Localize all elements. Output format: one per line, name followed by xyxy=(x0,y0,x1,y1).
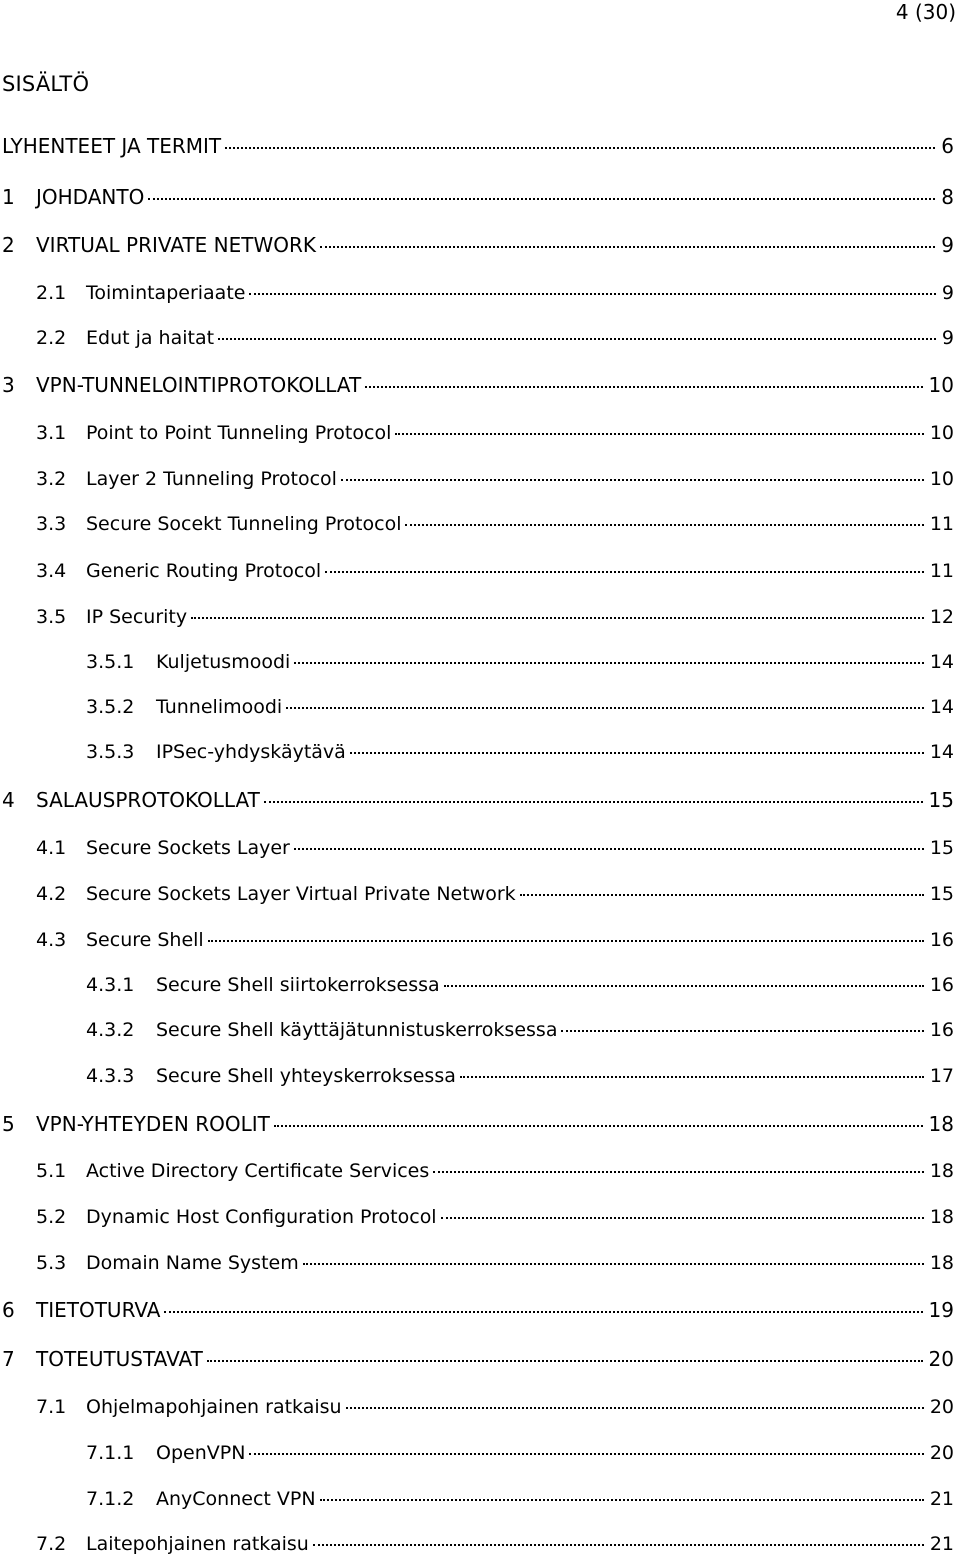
toc-entry-page: 21 xyxy=(929,1533,954,1555)
toc-entry-page: 20 xyxy=(929,1396,954,1418)
toc-entry[interactable] xyxy=(86,1441,954,1465)
toc-entry-number: 7.1 xyxy=(36,1396,67,1418)
toc-entry-page: 15 xyxy=(929,837,954,859)
toc-entry-page: 10 xyxy=(928,373,954,397)
toc-entry[interactable] xyxy=(2,233,954,257)
dot-leader xyxy=(286,707,924,709)
toc-entry[interactable] xyxy=(36,281,954,305)
toc-entry-number: 6 xyxy=(2,1298,15,1322)
toc-entry-number: 5.2 xyxy=(36,1206,67,1228)
toc-entry-number: 5 xyxy=(2,1112,15,1136)
toc-entry-title: Point to Point Tunneling Protocol xyxy=(86,422,392,444)
toc-entry-number: 3.5 xyxy=(36,606,67,628)
dot-leader xyxy=(218,338,936,340)
toc-entry-title: Layer 2 Tunneling Protocol xyxy=(86,468,337,490)
toc-entry-number: 4.3.1 xyxy=(86,974,135,996)
dot-leader xyxy=(405,524,923,526)
toc-entry-number: 4.3.2 xyxy=(86,1019,135,1041)
toc-entry-page: 19 xyxy=(928,1298,954,1322)
toc-entry-title: IPSec-yhdyskäytävä xyxy=(156,741,346,763)
toc-entry-number: 7.1.2 xyxy=(86,1488,135,1510)
toc-entry-number: 3.2 xyxy=(36,468,67,490)
dot-leader xyxy=(249,1453,923,1455)
toc-entry[interactable] xyxy=(36,326,954,350)
toc-entry-page: 18 xyxy=(929,1252,954,1274)
dot-leader xyxy=(164,1311,922,1313)
dot-leader xyxy=(208,940,924,942)
toc-entry-page: 11 xyxy=(929,513,954,535)
toc-entry-page: 12 xyxy=(929,606,954,628)
toc-entry-number: 3.3 xyxy=(36,513,67,535)
toc-entry[interactable] xyxy=(36,467,954,491)
toc-entry-page: 14 xyxy=(929,651,954,673)
toc-entry-page: 8 xyxy=(941,185,954,209)
dot-leader xyxy=(207,1360,923,1362)
toc-entry-title: Secure Shell siirtokerroksessa xyxy=(156,974,440,996)
dot-leader xyxy=(341,479,924,481)
dot-leader xyxy=(274,1125,923,1127)
toc-entry-number: 4.3 xyxy=(36,929,67,951)
toc-entry-page: 16 xyxy=(929,974,954,996)
toc-entry-number: 3.5.1 xyxy=(86,651,135,673)
toc-entry-page: 9 xyxy=(941,327,954,349)
dot-leader xyxy=(148,198,935,200)
dot-leader xyxy=(320,246,935,248)
toc-entry-title: Ohjelmapohjainen ratkaisu xyxy=(86,1396,342,1418)
toc-entry-number: 3.5.3 xyxy=(86,741,135,763)
toc-entry-page: 10 xyxy=(929,422,954,444)
toc-heading: SISÄLTÖ xyxy=(2,72,90,96)
toc-entry-page: 17 xyxy=(929,1065,954,1087)
toc-entry-number: 7.2 xyxy=(36,1533,67,1555)
toc-entry-page: 14 xyxy=(929,696,954,718)
toc-entry[interactable] xyxy=(2,1112,954,1136)
dot-leader xyxy=(441,1217,924,1219)
toc-entry-number: 4.2 xyxy=(36,883,67,905)
toc-entry-page: 20 xyxy=(928,1347,954,1371)
toc-entry-number: 3.5.2 xyxy=(86,696,135,718)
toc-entry[interactable] xyxy=(36,1159,954,1183)
dot-leader xyxy=(561,1030,923,1032)
toc-entry-title: Active Directory Certificate Services xyxy=(86,1160,430,1182)
toc-entry-number: 5.3 xyxy=(36,1252,67,1274)
dot-leader xyxy=(264,801,923,803)
toc-entry-title: Secure Shell xyxy=(86,929,204,951)
dot-leader xyxy=(294,662,924,664)
toc-entry-title: Toimintaperiaate xyxy=(86,282,246,304)
toc-entry[interactable] xyxy=(36,836,954,860)
toc-entry-title: Edut ja haitat xyxy=(86,327,215,349)
dot-leader xyxy=(520,894,924,896)
dot-leader xyxy=(433,1171,924,1173)
toc-entry-title: AnyConnect VPN xyxy=(156,1488,316,1510)
toc-entry-number: 7 xyxy=(2,1347,15,1371)
toc-entry-page: 20 xyxy=(929,1442,954,1464)
toc-entry-title: TIETOTURVA xyxy=(36,1298,161,1322)
toc-entry-title: Domain Name System xyxy=(86,1252,299,1274)
toc-entry-title: Tunnelimoodi xyxy=(156,696,283,718)
toc-entry-page: 15 xyxy=(928,788,954,812)
toc-entry-title: SALAUSPROTOKOLLAT xyxy=(36,788,260,812)
toc-entry-title: Dynamic Host Configuration Protocol xyxy=(86,1206,437,1228)
toc-entry-number: 4.1 xyxy=(36,837,67,859)
toc-entry[interactable] xyxy=(2,788,954,812)
toc-entry-title: IP Security xyxy=(86,606,188,628)
toc-entry-title: Secure Socekt Tunneling Protocol xyxy=(86,513,402,535)
toc-entry-title: JOHDANTO xyxy=(36,185,145,209)
toc-entry-title: Secure Shell yhteyskerroksessa xyxy=(156,1065,456,1087)
toc-entry[interactable] xyxy=(36,1205,954,1229)
toc-entry-title: Generic Routing Protocol xyxy=(86,560,322,582)
toc-entry[interactable] xyxy=(86,695,954,719)
dot-leader xyxy=(303,1263,924,1265)
toc-entry[interactable] xyxy=(86,1018,954,1042)
dot-leader xyxy=(395,433,923,435)
toc-entry[interactable] xyxy=(36,605,954,629)
toc-entry-page: 16 xyxy=(929,929,954,951)
dot-leader xyxy=(365,386,922,388)
toc-entry-title: TOTEUTUSTAVAT xyxy=(36,1347,203,1371)
toc-entry-number: 5.1 xyxy=(36,1160,67,1182)
toc-entry[interactable] xyxy=(36,1532,954,1556)
toc-entry-title: Laitepohjainen ratkaisu xyxy=(86,1533,309,1555)
toc-entry-title: VPN-YHTEYDEN ROOLIT xyxy=(36,1112,270,1136)
toc-entry-page: 9 xyxy=(941,233,954,257)
toc-entry-title: VIRTUAL PRIVATE NETWORK xyxy=(36,233,316,257)
toc-entry[interactable] xyxy=(2,134,954,158)
toc-entry-page: 18 xyxy=(929,1160,954,1182)
toc-entry-title: Secure Shell käyttäjätunnistuskerroksessa xyxy=(156,1019,558,1041)
toc-entry[interactable] xyxy=(2,1347,954,1371)
toc-entry-number: 3.4 xyxy=(36,560,67,582)
toc-entry[interactable] xyxy=(36,1251,954,1275)
toc-entry-page: 6 xyxy=(941,134,954,158)
dot-leader xyxy=(350,752,924,754)
toc-entry-page: 11 xyxy=(929,560,954,582)
toc-entry-title: LYHENTEET JA TERMIT xyxy=(2,134,222,158)
toc-entry[interactable] xyxy=(2,185,954,209)
dot-leader xyxy=(460,1076,924,1078)
toc-entry[interactable] xyxy=(36,928,954,952)
dot-leader xyxy=(191,617,924,619)
toc-entry[interactable] xyxy=(36,512,954,536)
dot-leader xyxy=(325,571,924,573)
toc-entry[interactable] xyxy=(36,882,954,906)
toc-entry[interactable] xyxy=(86,1064,954,1088)
toc-entry-page: 21 xyxy=(929,1488,954,1510)
toc-entry[interactable] xyxy=(86,650,954,674)
toc-entry-page: 16 xyxy=(929,1019,954,1041)
toc-entry[interactable] xyxy=(2,373,954,397)
toc-entry[interactable] xyxy=(86,973,954,997)
dot-leader xyxy=(313,1544,924,1546)
dot-leader xyxy=(320,1499,924,1501)
toc-entry-page: 18 xyxy=(929,1206,954,1228)
toc-entry[interactable] xyxy=(36,1395,954,1419)
dot-leader xyxy=(444,985,924,987)
toc-entry[interactable] xyxy=(2,1298,954,1322)
toc-entry-title: VPN-TUNNELOINTIPROTOKOLLAT xyxy=(36,373,362,397)
toc-entry[interactable] xyxy=(86,1487,954,1511)
toc-entry-title: Secure Sockets Layer xyxy=(86,837,290,859)
toc-entry-title: Secure Sockets Layer Virtual Private Network xyxy=(86,883,516,905)
toc-entry[interactable] xyxy=(36,421,954,445)
toc-entry-number: 4.3.3 xyxy=(86,1065,135,1087)
dot-leader xyxy=(249,293,935,295)
toc-entry-number: 4 xyxy=(2,788,15,812)
toc-entry[interactable] xyxy=(86,740,954,764)
toc-entry-page: 18 xyxy=(928,1112,954,1136)
dot-leader xyxy=(294,848,924,850)
toc-entry-number: 2.1 xyxy=(36,282,67,304)
toc-entry-number: 2 xyxy=(2,233,15,257)
toc-entry-page: 10 xyxy=(929,468,954,490)
toc-entry-number: 1 xyxy=(2,185,15,209)
toc-entry-title: Kuljetusmoodi xyxy=(156,651,291,673)
toc-entry-number: 7.1.1 xyxy=(86,1442,135,1464)
toc-entry-number: 3.1 xyxy=(36,422,67,444)
dot-leader xyxy=(225,147,935,149)
toc-entry-page: 15 xyxy=(929,883,954,905)
toc-entry-number: 2.2 xyxy=(36,327,67,349)
toc-entry[interactable] xyxy=(36,559,954,583)
toc-entry-page: 9 xyxy=(941,282,954,304)
toc-entry-number: 3 xyxy=(2,373,15,397)
page-number: 4 (30) xyxy=(895,0,956,24)
toc-entry-title: OpenVPN xyxy=(156,1442,246,1464)
toc-entry-page: 14 xyxy=(929,741,954,763)
dot-leader xyxy=(346,1407,924,1409)
